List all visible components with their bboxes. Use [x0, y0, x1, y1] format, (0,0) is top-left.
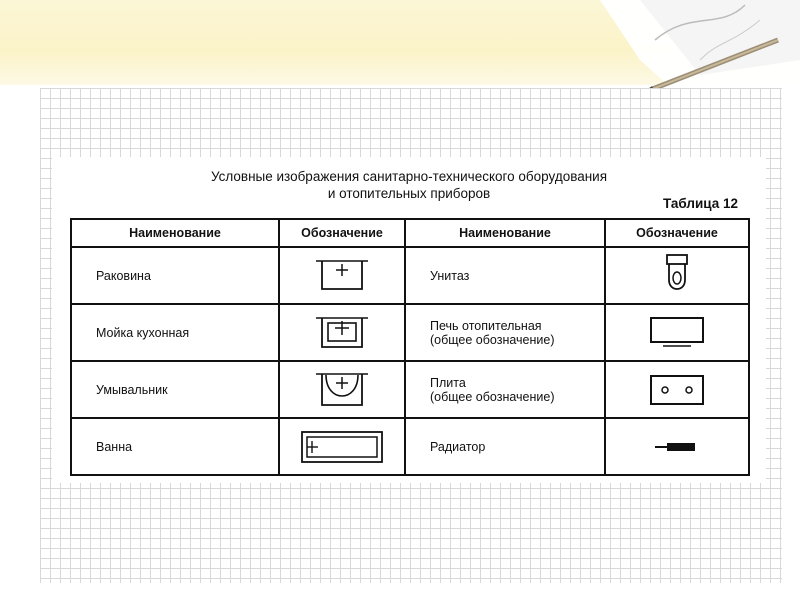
symbols-table: [70, 218, 750, 476]
table-number-label: Таблица 12: [662, 196, 738, 211]
title-line-2: и отопительных приборов: [327, 186, 491, 201]
item-name-line-2: (общее обозначение): [430, 332, 555, 347]
washbasin-symbol-icon: [310, 369, 374, 411]
table-row: [71, 247, 749, 304]
item-name: Раковина: [71, 247, 279, 304]
header-symbol-right: Обозначение: [605, 219, 749, 247]
item-name-line-2: (общее обозначение): [430, 389, 555, 404]
table-row: [71, 361, 749, 418]
table-header-row: [71, 219, 749, 247]
header-symbol-left: Обозначение: [279, 219, 405, 247]
item-name: Радиатор: [405, 418, 605, 475]
kitchen-sink-symbol-icon: [310, 313, 374, 353]
radiator-symbol-icon: [645, 437, 709, 457]
heating-stove-symbol-icon: [645, 315, 709, 351]
item-name: Умывальник: [71, 361, 279, 418]
header-name-left: Наименование: [71, 219, 279, 247]
document-title: [52, 168, 766, 202]
item-symbol: [605, 361, 749, 418]
cooking-stove-symbol-icon: [645, 373, 709, 407]
item-name: Унитаз: [405, 247, 605, 304]
bathtub-symbol-icon: [298, 429, 386, 465]
title-line-1: Условные изображения санитарно-технического оборудования: [210, 169, 608, 184]
item-symbol: [279, 418, 405, 475]
item-name-line-1: Печь отопительная: [430, 318, 542, 333]
document-sheet: [52, 157, 766, 483]
sink-symbol-icon: [310, 256, 374, 296]
item-name: [405, 361, 605, 418]
item-symbol: [279, 361, 405, 418]
item-name-line-1: Плита: [430, 375, 466, 390]
item-symbol: [605, 418, 749, 475]
item-symbol: [605, 247, 749, 304]
toilet-symbol-icon: [653, 252, 701, 300]
item-symbol: [605, 304, 749, 361]
table-row: [71, 418, 749, 475]
item-name: Мойка кухонная: [71, 304, 279, 361]
item-symbol: [279, 247, 405, 304]
item-symbol: [279, 304, 405, 361]
item-name: [405, 304, 605, 361]
item-name: Ванна: [71, 418, 279, 475]
header-name-right: Наименование: [405, 219, 605, 247]
table-row: [71, 304, 749, 361]
